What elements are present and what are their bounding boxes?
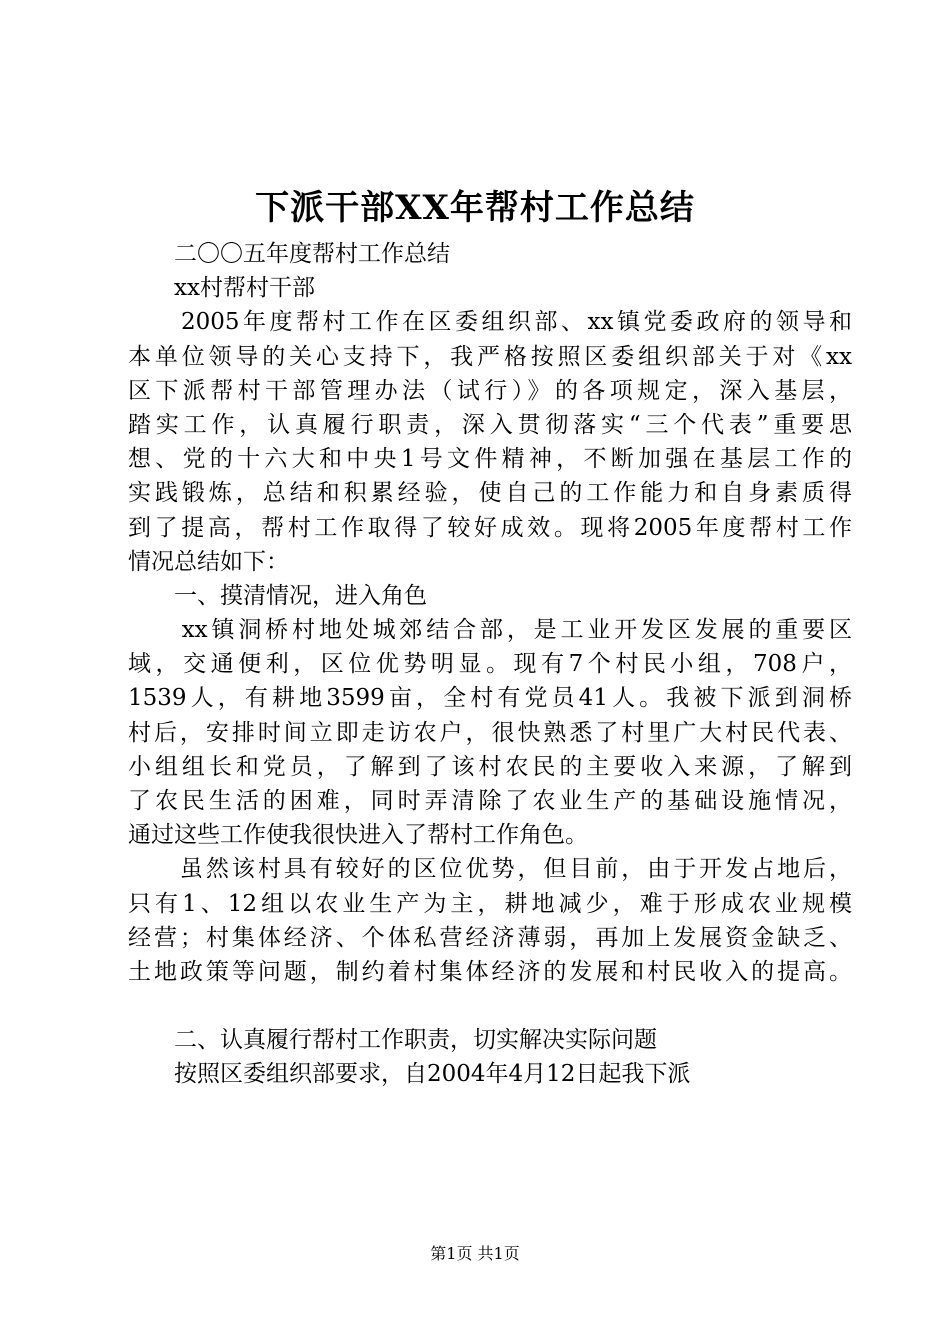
- body-line: 域，交通便利，区位优势明显。现有7个村民小组，708户，: [128, 651, 852, 678]
- paragraph-gap: [128, 989, 852, 1023]
- body-line: 实践锻炼，总结和积累经验，使自己的工作能力和自身素质得: [128, 480, 852, 507]
- body-line: 村后，安排时间立即走访农户，很快熟悉了村里广大村民代表、: [128, 719, 852, 746]
- body-line: 经营；村集体经济、个体私营经济薄弱，再加上发展资金缺乏、: [128, 924, 852, 951]
- body-line: 土地政策等问题，制约着村集体经济的发展和村民收入的提高。: [128, 958, 852, 985]
- body-line: 想、党的十六大和中央1号文件精神，不断加强在基层工作的: [128, 446, 852, 473]
- body-line: 小组组长和党员，了解到了该村农民的主要收入来源，了解到: [128, 753, 852, 780]
- section-heading: 一、摸清情况，进入角色: [128, 582, 427, 609]
- body-line: 到了提高，帮村工作取得了较好成效。现将2005年度帮村工作: [128, 514, 852, 541]
- body-line: 通过这些工作使我很快进入了帮村工作角色。: [128, 822, 588, 849]
- body-line: 虽然该村具有较好的区位优势，但目前，由于开发占地后，: [128, 856, 852, 883]
- body-line: xx村帮村干部: [128, 275, 315, 302]
- body-line: 按照区委组织部要求，自2004年4月12日起我下派: [128, 1061, 691, 1088]
- body-line: 区下派帮村干部管理办法（试行）》的各项规定，深入基层，: [128, 377, 852, 404]
- document-title: 下派干部XX年帮村工作总结: [255, 188, 695, 228]
- body-line: 二〇〇五年度帮村工作总结: [128, 241, 450, 267]
- body-line: 了农民生活的困难，同时弄清除了农业生产的基础设施情况，: [128, 788, 852, 814]
- page-footer: 第1页 共1页: [430, 1244, 520, 1263]
- section-heading: 二、认真履行帮村工作职责，切实解决实际问题: [128, 1027, 657, 1054]
- body-line: 踏实工作，认真履行职责，深入贯彻落实“三个代表”重要思: [128, 411, 852, 438]
- body-line: xx镇洞桥村地处城郊结合部，是工业开发区发展的重要区: [128, 617, 852, 644]
- body-line: 情况总结如下：: [128, 548, 289, 575]
- body-line: 只有1、12组以农业生产为主，耕地减少，难于形成农业规模: [128, 890, 852, 917]
- document-body: [128, 237, 852, 1092]
- body-line: 1539人，有耕地3599亩，全村有党员41人。我被下派到洞桥: [128, 685, 852, 712]
- body-line: 本单位领导的关心支持下，我严格按照区委组织部关于对《xx: [128, 343, 852, 370]
- body-line: 2005年度帮村工作在区委组织部、xx镇党委政府的领导和: [128, 309, 852, 336]
